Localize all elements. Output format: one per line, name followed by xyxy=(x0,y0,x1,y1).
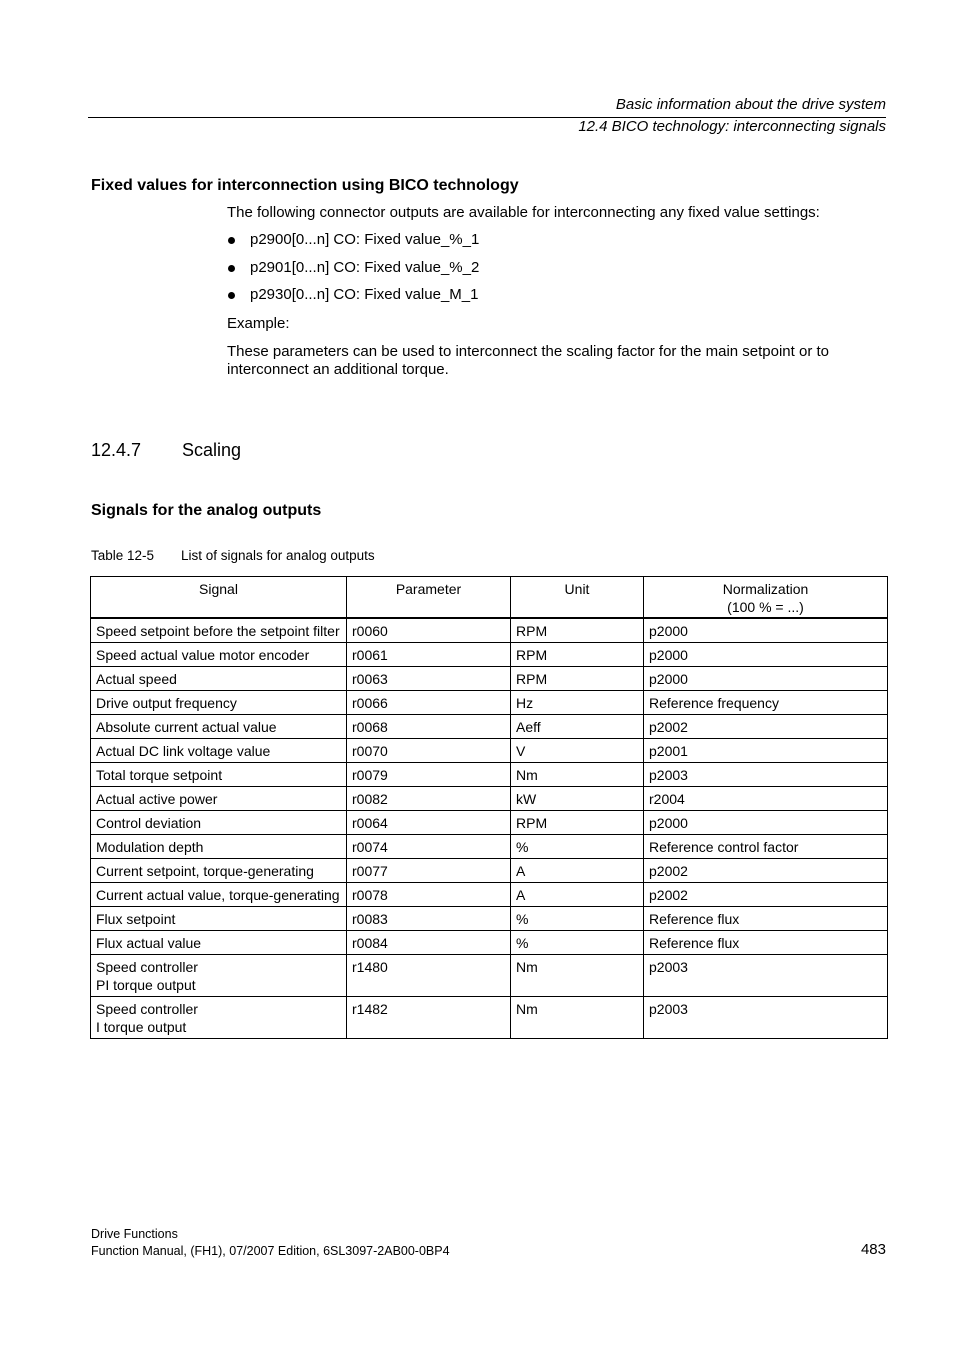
cell-signal: Total torque setpoint xyxy=(91,763,347,787)
cell-normalization: p2003 xyxy=(644,997,888,1039)
cell-signal: Actual active power xyxy=(91,787,347,811)
cell-normalization: p2003 xyxy=(644,955,888,997)
cell-signal: Actual DC link voltage value xyxy=(91,739,347,763)
table-header-row xyxy=(91,577,888,619)
cell-unit: RPM xyxy=(511,618,644,643)
example-label: Example: xyxy=(227,315,290,332)
cell-signal: Control deviation xyxy=(91,811,347,835)
table-row xyxy=(91,997,888,1039)
cell-parameter: r0077 xyxy=(347,859,511,883)
cell-parameter: r0079 xyxy=(347,763,511,787)
cell-unit: RPM xyxy=(511,643,644,667)
cell-normalization: p2002 xyxy=(644,883,888,907)
table-row xyxy=(91,739,888,763)
cell-parameter: r1482 xyxy=(347,997,511,1039)
cell-normalization: p2000 xyxy=(644,618,888,643)
cell-parameter: r0061 xyxy=(347,643,511,667)
running-header-section: 12.4 BICO technology: interconnecting signals xyxy=(578,118,886,135)
cell-normalization: p2000 xyxy=(644,667,888,691)
column-header-unit: Unit xyxy=(511,577,644,619)
cell-normalization: Reference control factor xyxy=(644,835,888,859)
cell-signal: Speed actual value motor encoder xyxy=(91,643,347,667)
cell-unit: Nm xyxy=(511,763,644,787)
column-header-normalization: Normalization (100 % = ...) xyxy=(644,577,888,619)
chapter-number: 12.4.7 xyxy=(91,440,142,460)
table-row xyxy=(91,667,888,691)
bullet-list xyxy=(227,231,887,314)
cell-signal: Speed setpoint before the setpoint filter xyxy=(91,618,347,643)
cell-signal: Speed controller I torque output xyxy=(91,997,347,1039)
chapter-heading xyxy=(91,440,241,461)
signals-table xyxy=(90,576,888,1039)
table-row xyxy=(91,811,888,835)
cell-unit: % xyxy=(511,835,644,859)
cell-parameter: r0060 xyxy=(347,618,511,643)
running-header-title: Basic information about the drive system xyxy=(615,96,886,113)
bullet-icon xyxy=(228,237,235,244)
cell-parameter: r0068 xyxy=(347,715,511,739)
cell-normalization: p2000 xyxy=(644,643,888,667)
cell-signal: Modulation depth xyxy=(91,835,347,859)
cell-unit: % xyxy=(511,907,644,931)
cell-unit: Hz xyxy=(511,691,644,715)
cell-normalization: p2003 xyxy=(644,763,888,787)
list-item: p2930[0...n] CO: Fixed value_M_1 xyxy=(227,286,887,314)
intro-paragraph: The following connector outputs are available for interconnecting any fixed value settings: xyxy=(227,204,820,221)
bullet-icon xyxy=(228,265,235,272)
bullet-icon xyxy=(228,292,235,299)
cell-parameter: r0066 xyxy=(347,691,511,715)
cell-signal: Absolute current actual value xyxy=(91,715,347,739)
cell-unit: A xyxy=(511,859,644,883)
section-heading-fixed-values: Fixed values for interconnection using BICO technology xyxy=(91,177,519,194)
table-caption-label: Table 12-5 xyxy=(91,548,155,563)
cell-normalization: r2004 xyxy=(644,787,888,811)
column-header-parameter: Parameter xyxy=(347,577,511,619)
cell-normalization: p2002 xyxy=(644,859,888,883)
cell-parameter: r0070 xyxy=(347,739,511,763)
table-row xyxy=(91,643,888,667)
cell-signal: Speed controller PI torque output xyxy=(91,955,347,997)
cell-unit: Nm xyxy=(511,997,644,1039)
page-number: 483 xyxy=(860,1241,886,1258)
cell-normalization: p2002 xyxy=(644,715,888,739)
cell-parameter: r0084 xyxy=(347,931,511,955)
chapter-title: Scaling xyxy=(182,440,242,460)
cell-unit: % xyxy=(511,931,644,955)
cell-parameter: r0074 xyxy=(347,835,511,859)
column-header-signal: Signal xyxy=(91,577,347,619)
cell-parameter: r0078 xyxy=(347,883,511,907)
table-row xyxy=(91,763,888,787)
table-row xyxy=(91,835,888,859)
cell-normalization: p2001 xyxy=(644,739,888,763)
list-item: p2901[0...n] CO: Fixed value_%_2 xyxy=(227,259,887,287)
table-row xyxy=(91,907,888,931)
cell-parameter: r0064 xyxy=(347,811,511,835)
cell-normalization: Reference flux xyxy=(644,907,888,931)
cell-unit: Aeff xyxy=(511,715,644,739)
cell-unit: kW xyxy=(511,787,644,811)
cell-unit: Nm xyxy=(511,955,644,997)
table-row xyxy=(91,715,888,739)
table-body xyxy=(91,618,888,1039)
cell-signal: Current setpoint, torque-generating xyxy=(91,859,347,883)
table-caption-text: List of signals for analog outputs xyxy=(181,548,375,563)
table-row xyxy=(91,787,888,811)
cell-signal: Current actual value, torque-generating xyxy=(91,883,347,907)
table-row xyxy=(91,618,888,643)
section-heading-signals: Signals for the analog outputs xyxy=(91,502,322,519)
table-caption xyxy=(91,548,375,563)
table-row xyxy=(91,859,888,883)
cell-unit: RPM xyxy=(511,667,644,691)
footer-edition: Function Manual, (FH1), 07/2007 Edition, 6SL3097-2AB00-0BP4 xyxy=(91,1244,450,1258)
cell-parameter: r0083 xyxy=(347,907,511,931)
cell-normalization: p2000 xyxy=(644,811,888,835)
table-row xyxy=(91,931,888,955)
table-row xyxy=(91,691,888,715)
cell-unit: RPM xyxy=(511,811,644,835)
cell-unit: V xyxy=(511,739,644,763)
cell-normalization: Reference flux xyxy=(644,931,888,955)
cell-parameter: r1480 xyxy=(347,955,511,997)
cell-parameter: r0082 xyxy=(347,787,511,811)
table-row xyxy=(91,955,888,997)
cell-parameter: r0063 xyxy=(347,667,511,691)
cell-signal: Flux setpoint xyxy=(91,907,347,931)
cell-signal: Drive output frequency xyxy=(91,691,347,715)
cell-normalization: Reference frequency xyxy=(644,691,888,715)
cell-unit: A xyxy=(511,883,644,907)
cell-signal: Flux actual value xyxy=(91,931,347,955)
cell-signal: Actual speed xyxy=(91,667,347,691)
list-item: p2900[0...n] CO: Fixed value_%_1 xyxy=(227,231,887,259)
table-row xyxy=(91,883,888,907)
example-paragraph: These parameters can be used to interconnect the scaling factor for the main setpoint or to interconnect an additional torque. xyxy=(227,343,829,378)
footer-title: Drive Functions xyxy=(91,1227,178,1241)
